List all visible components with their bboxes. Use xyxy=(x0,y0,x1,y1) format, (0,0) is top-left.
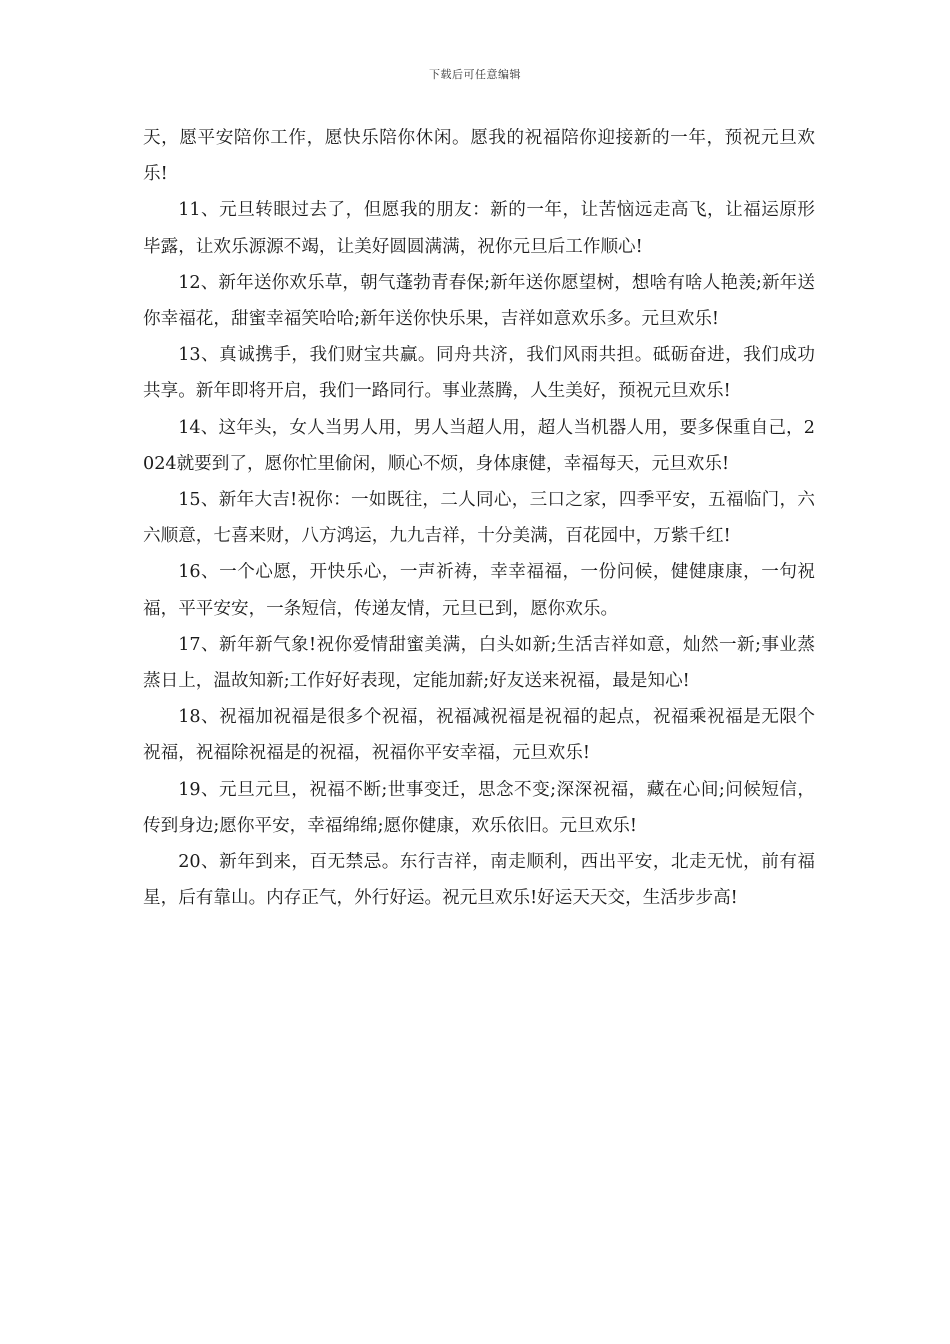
paragraph-13: 13、真诚携手，我们财宝共赢。同舟共济，我们风雨共担。砥砺奋进，我们成功共享。新年即将开启，我们一路同行。事业蒸腾，人生美好，预祝元旦欢乐! xyxy=(143,345,815,402)
page-header: 下载后可任意编辑 xyxy=(429,68,521,81)
paragraph-20: 20、新年到来，百无禁忌。东行吉祥，南走顺利，西出平安，北走无忧，前有福星，后有靠山。内存正气，外行好运。祝元旦欢乐!好运天天交，生活步步高! xyxy=(143,852,815,909)
paragraph-12: 12、新年送你欢乐草，朝气蓬勃青春保;新年送你愿望树，想啥有啥人艳羡;新年送你幸福花，甜蜜幸福笑哈哈;新年送你快乐果，吉祥如意欢乐多。元旦欢乐! xyxy=(143,272,815,330)
paragraph-17: 17、新年新气象!祝你爱情甜蜜美满，白头如新;生活吉祥如意，灿然一新;事业蒸蒸日上，温故知新;工作好好表现，定能加薪;好友送来祝福，最是知心! xyxy=(143,634,815,692)
document-body xyxy=(143,120,815,916)
paragraph-11: 11、元旦转眼过去了，但愿我的朋友：新的一年，让苦恼远走高飞，让福运原形毕露，让欢乐源源不竭，让美好圆圆满满，祝你元旦后工作顺心! xyxy=(143,200,815,257)
paragraph-10-continued: 天，愿平安陪你工作，愿快乐陪你休闲。愿我的祝福陪你迎接新的一年，预祝元旦欢乐! xyxy=(143,128,815,185)
paragraph-15: 15、新年大吉!祝你：一如既往，二人同心，三口之家，四季平安，五福临门，六六顺意，七喜来财，八方鸿运，九九吉祥，十分美满，百花园中，万紫千红! xyxy=(143,490,815,547)
paragraph-16: 16、一个心愿，开快乐心，一声祈祷，幸幸福福，一份问候，健健康康，一句祝福，平平安安，一条短信，传递友情，元旦已到，愿你欢乐。 xyxy=(143,562,815,619)
paragraph-18: 18、祝福加祝福是很多个祝福，祝福减祝福是祝福的起点，祝福乘祝福是无限个祝福，祝福除祝福是的祝福，祝福你平安幸福，元旦欢乐! xyxy=(143,707,815,764)
paragraph-19: 19、元旦元旦，祝福不断;世事变迁，思念不变;深深祝福，藏在心间;问候短信，传到身边;愿你平安，幸福绵绵;愿你健康，欢乐依旧。元旦欢乐! xyxy=(143,779,815,836)
paragraph-14: 14、这年头，女人当男人用，男人当超人用，超人当机器人用，要多保重自己，2024就要到了，愿你忙里偷闲，顺心不烦，身体康健，幸福每天，元旦欢乐! xyxy=(143,417,815,474)
